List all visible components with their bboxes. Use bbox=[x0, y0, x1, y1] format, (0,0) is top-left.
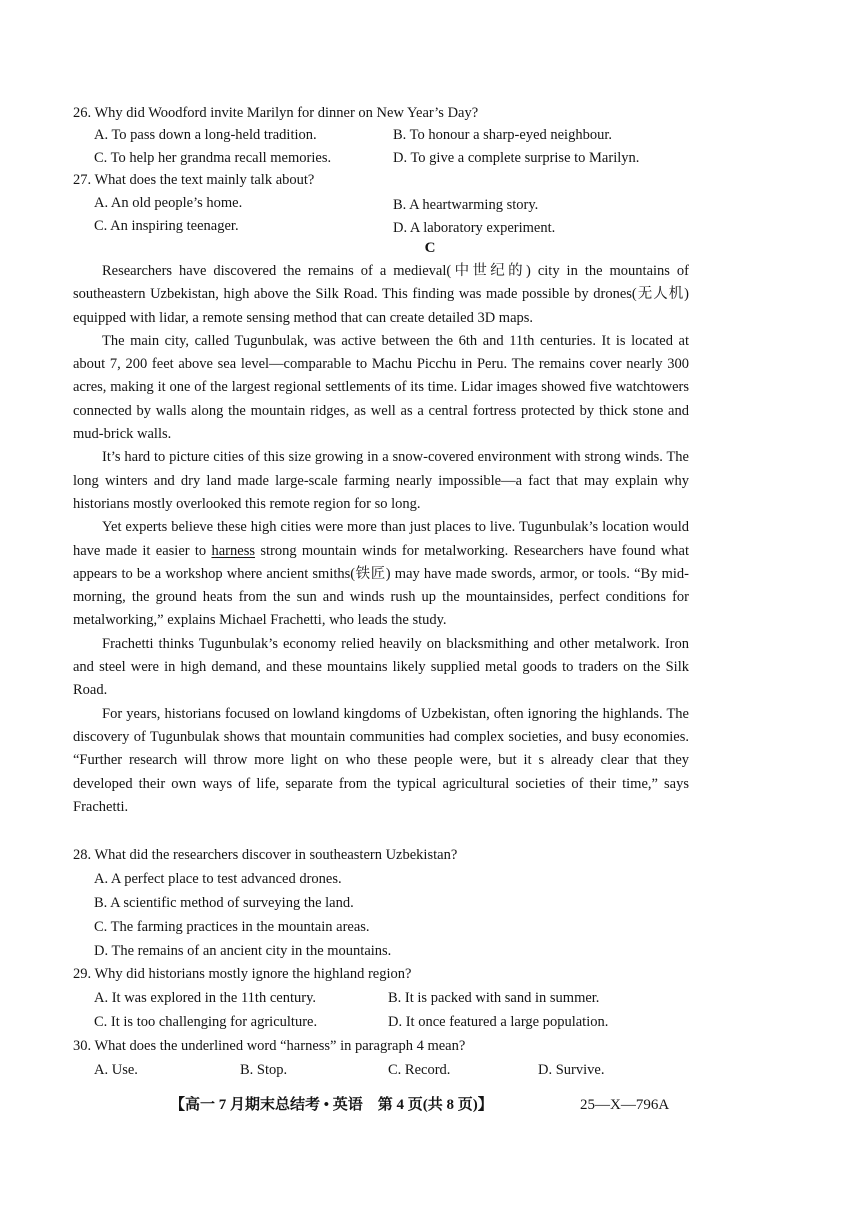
question-29-option-d: D. It once featured a large population. bbox=[388, 1014, 609, 1030]
question-30-option-a: A. Use. bbox=[94, 1062, 138, 1078]
question-30-stem: 30. What does the underlined word “harness” in paragraph 4 mean? bbox=[73, 1038, 466, 1054]
question-28-option-a: A. A perfect place to test advanced drones. bbox=[94, 871, 342, 887]
question-29-option-c: C. It is too challenging for agriculture. bbox=[94, 1014, 318, 1030]
question-29-stem: 29. Why did historians mostly ignore the highland region? bbox=[73, 966, 412, 982]
question-28-option-d: D. The remains of an ancient city in the mountains. bbox=[94, 943, 392, 959]
paragraph-4-text-after: strong mountain winds for metalworking. Researchers have found what appears to be a workshop where ancient smiths(铁匠) may have made swords, armor, or tools. “By mid-morning, the ground heats from the sun and winds rush up the mountainsides, perfect conditions for metalworking,” explains Michael Frachetti, who leads the study. bbox=[73, 542, 689, 629]
question-26-option-c: C. To help her grandma recall memories. bbox=[94, 150, 332, 166]
paragraph-4-text-before: Yet experts believe these high cities were more than just places to live. Tugunbulak’s location would have made it easier to bbox=[73, 519, 689, 559]
question-26-option-b: B. To honour a sharp-eyed neighbour. bbox=[393, 127, 612, 143]
question-28-option-c: C. The farming practices in the mountain areas. bbox=[94, 919, 370, 935]
passage-paragraph-6: For years, historians focused on lowland kingdoms of Uzbekistan, often ignoring the highlands. The discovery of Tugunbulak shows that mountain communities had complex societies, and busy economies. “Further research will throw more light on who these people were, but it s already clear that they developed their own ways of life, separate from the typical agricultural societies of their time,” says Frachetti. bbox=[73, 705, 689, 815]
reading-passage bbox=[73, 260, 689, 819]
question-28-option-b: B. A scientific method of surveying the land. bbox=[94, 895, 354, 911]
question-26-option-d: D. To give a complete surprise to Marilyn. bbox=[393, 150, 640, 166]
passage-paragraph-3: It’s hard to picture cities of this size growing in a snow-covered environment with strong winds. The long winters and dry land made large-scale farming nearly impossible—a fact that may explain why historians mostly overlooked this remote region for so long. bbox=[73, 449, 689, 512]
question-29-option-a: A. It was explored in the 11th century. bbox=[94, 990, 317, 1006]
question-30-option-b: B. Stop. bbox=[240, 1062, 288, 1078]
page-footer-title: 【高一 7 月期末总结考 • 英语 第 4 页(共 8 页)】 bbox=[170, 1097, 493, 1113]
question-27-option-b: B. A heartwarming story. bbox=[393, 197, 539, 213]
question-30-option-d: D. Survive. bbox=[538, 1062, 605, 1078]
passage-paragraph-4 bbox=[73, 516, 689, 632]
underlined-word-harness: harness bbox=[211, 542, 255, 559]
section-heading: C bbox=[424, 240, 436, 256]
question-26-option-a: A. To pass down a long-held tradition. bbox=[94, 127, 317, 143]
question-28-stem: 28. What did the researchers discover in southeastern Uzbekistan? bbox=[73, 847, 458, 863]
question-27-option-a: A. An old people’s home. bbox=[94, 195, 243, 211]
page-footer-code: 25—X—796A bbox=[580, 1097, 670, 1113]
passage-paragraph-2: The main city, called Tugunbulak, was active between the 6th and 11th centuries. It is located at about 7, 200 feet above sea level—comparable to Machu Picchu in Peru. The remains cover nearly 300 acres, making it one of the largest regional settlements of its time. Lidar images showed five watchtowers connected by walls along the mountain ridges, as well as a central fortress protected by thick stone and mud-brick walls. bbox=[73, 332, 689, 443]
question-27-option-c: C. An inspiring teenager. bbox=[94, 218, 239, 234]
question-29-option-b: B. It is packed with sand in summer. bbox=[388, 990, 600, 1006]
passage-paragraph-5: Frachetti thinks Tugunbulak’s economy relied heavily on blacksmithing and other metalwork. Iron and steel were in high demand, and these mountains likely supplied metal goods to traders on the Silk Road. bbox=[73, 635, 689, 699]
question-30-option-c: C. Record. bbox=[388, 1062, 451, 1078]
question-27-stem: 27. What does the text mainly talk about? bbox=[73, 172, 315, 188]
question-27-option-d: D. A laboratory experiment. bbox=[393, 220, 556, 236]
passage-paragraph-1: Researchers have discovered the remains of a medieval(中世纪的) city in the mountains of southeastern Uzbekistan, high above the Silk Road. This finding was made possible by drones(无人机) equipped with lidar, a remote sensing method that can create detailed 3D maps. bbox=[73, 263, 689, 326]
question-26-stem: 26. Why did Woodford invite Marilyn for dinner on New Year’s Day? bbox=[73, 105, 479, 121]
